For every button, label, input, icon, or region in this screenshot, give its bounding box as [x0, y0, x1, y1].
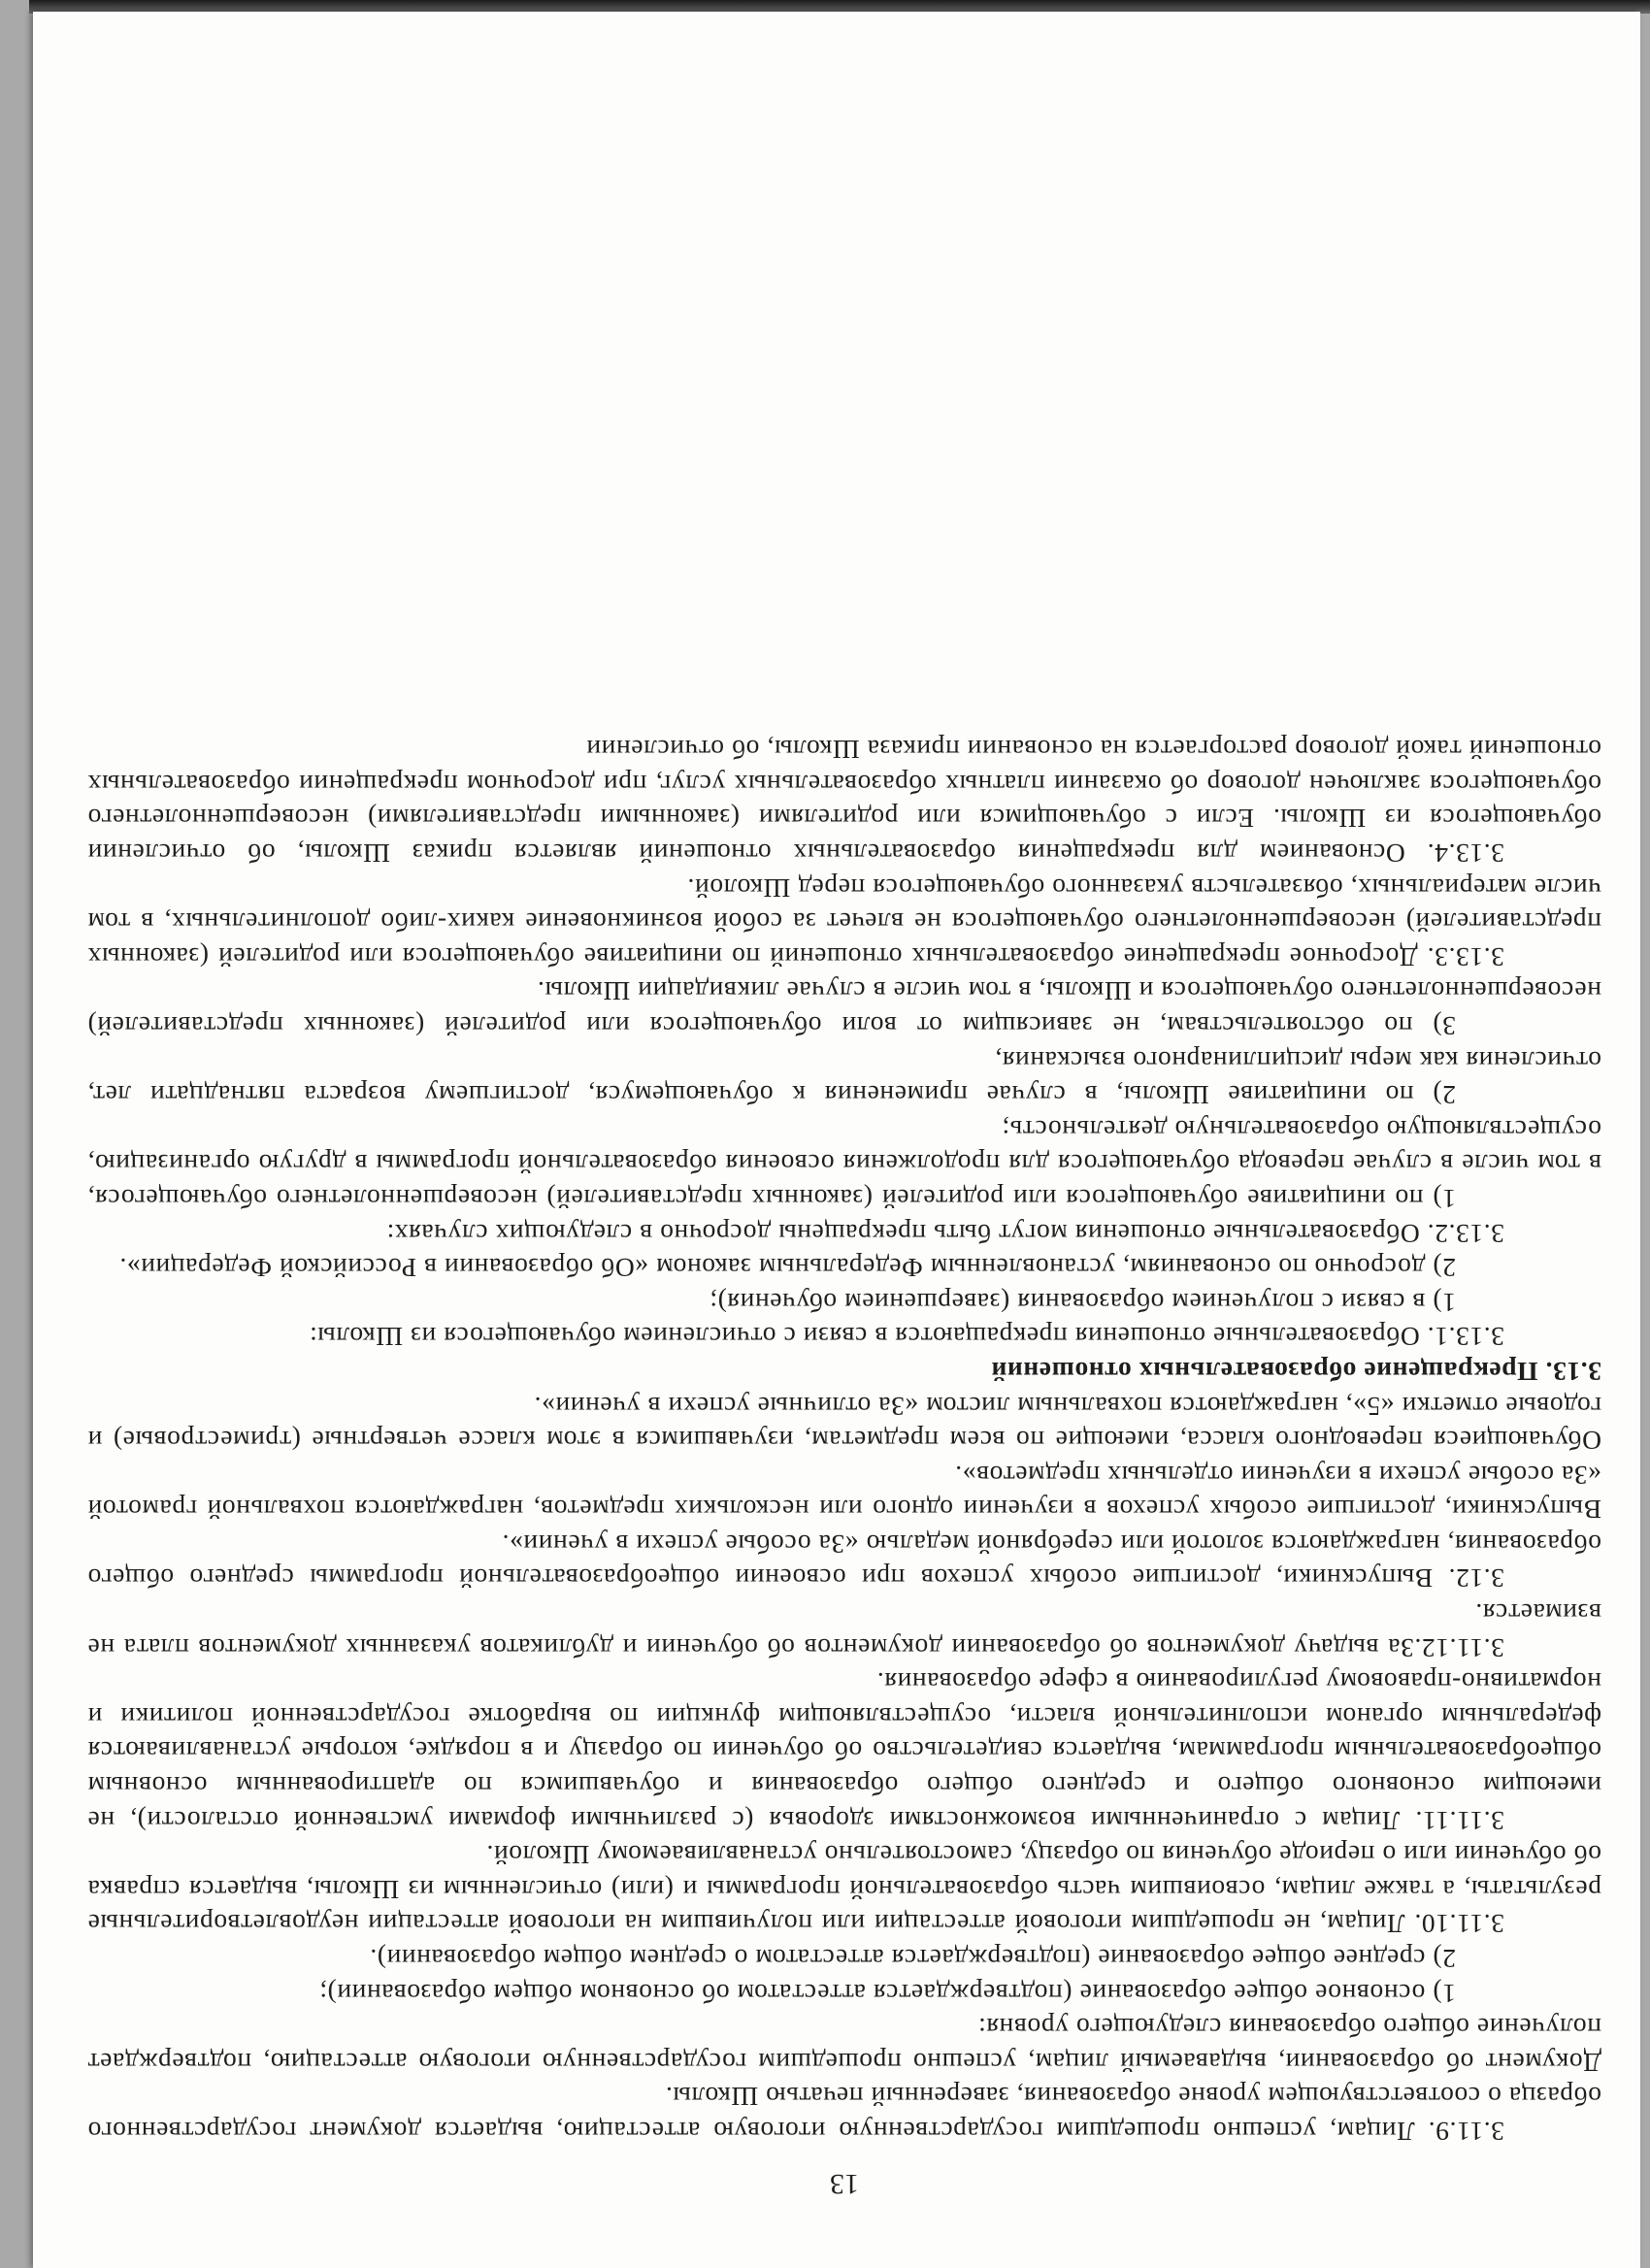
paragraph: Документ об образовании, выдаваемый лицам, успешно прошедшим государственную итоговую аттестацию, подтверждает получение общего образования следующего уровня: — [87, 2013, 1601, 2078]
paragraph: 3.13.3. Досрочное прекращение образовательных отношений по инициативе обучающегося или родителей (законных представителей) несовершеннолетнего обучающегося не влечет за собой возникновение каких-либо дополнительных, в том числе материальных, обязательств указанного обучающегося перед Школой. — [87, 872, 1601, 972]
paragraph: Обучающиеся переводного класса, имеющие по всем предметам, изучавшимся в этом классе четвертные (триместровые) и годовые отметки «5», награждаются похвальным листом «За отличные успехи в учении». — [87, 1391, 1601, 1457]
paragraph: 3.11.10. Лицам, не прошедшим итоговой аттестации или получившим на итоговой аттестации неудовлетворительные результаты, а также лицам, освоившим часть образовательной программы и (или) отчисленным из Школы, выдается справка об обучении или о периоде обучения по образцу, самостоятельно устанавливаемому Школой. — [87, 1840, 1601, 1940]
document-body — [87, 733, 1601, 2149]
section-heading: 3.13. Прекращение образовательных отношений — [990, 1356, 1601, 1387]
paragraph: 3.13.4. Основанием для прекращения образовательных отношений является приказ Школы, об отчислении обучающегося из Школы. Если с обучающимся или родителями (законными представителями) несовершеннолетнего обучающегося заключен договор об оказании платных образовательных услуг, при досрочном прекращении образовательных отношений такой договор расторгается на основании приказа Школы, об отчислении — [87, 735, 1601, 870]
paragraph: 1) по инициативе обучающегося или родителей (законных представителей) несовершеннолетнего обучающегося, в том числе в случае перевода обучающегося для продолжения освоения образовательной программы в другую организацию, осуществляющую образовательную деятельность; — [87, 1114, 1601, 1214]
paragraph: 1) в связи с получением образования (завершением обучения); — [709, 1287, 1456, 1318]
paragraph: 3) по обстоятельствам, не зависящим от воли обучающегося или родителей (законных представителей) несовершеннолетнего обучающегося и Школы, в том числе в случае ликвидации Школы. — [87, 976, 1601, 1041]
page-number: 13 — [830, 2168, 859, 2200]
paragraph: 3.11.9. Лицам, успешно прошедшим государственную итоговую аттестацию, выдается документ государственного образца о соответствующем уровне образования, заверенный печатью Школы. — [87, 2082, 1601, 2147]
paragraph: 2) среднее общее образование (подтверждается аттестатом о среднем общем образовании). — [369, 1944, 1456, 1975]
paragraph: 1) основное общее образование (подтверждается аттестатом об основном общем образовании); — [318, 1978, 1456, 2009]
paragraph: 2) досрочно по основаниям, установленным Федеральным законом «Об образовании в Российской Федерации». — [118, 1253, 1456, 1284]
paragraph: Выпускники, достигшие особых успехов в изучении одного или нескольких предметов, награждаются похвальной грамотой «За особые успехи в изучении отдельных предметов». — [87, 1460, 1601, 1526]
paragraph: 3.12. Выпускники, достигшие особых успехов при освоении общеобразовательной программы среднего общего образования, награждаются золотой или серебряной медалью «За особые успехи в учении». — [87, 1528, 1601, 1594]
paragraph: 3.11.11. Лицам с ограниченными возможностями здоровья (с различными формами умственной отсталости), не имеющим основного общего и среднего общего образования и обучавшимся по адаптированным основным общеобразовательным программам, выдается свидетельство об обучении по образцу и в порядке, которые устанавливаются федеральным органом исполнительной власти, осуществляющим функции по выработке государственной политики и нормативно-правовому регулированию в сфере образования. — [87, 1667, 1601, 1836]
paragraph: 3.13.2. Образовательные отношения могут быть прекращены досрочно в следующих случаях: — [385, 1218, 1504, 1249]
paragraph: 3.11.12.За выдачу документов об образовании документов об обучении и дубликатов указанных документов плата не взимается. — [87, 1598, 1601, 1663]
paragraph: 3.13.1. Образовательные отношения прекращаются в связи с отчислением обучающегося из Школы: — [309, 1322, 1504, 1353]
paragraph: 2) по инициативе Школы, в случае применения к обучающемуся, достигшему возраста пятнадцати лет, отчисления как меры дисциплинарного взыскания, — [87, 1045, 1601, 1111]
page-content-rotated — [87, 87, 1601, 2203]
